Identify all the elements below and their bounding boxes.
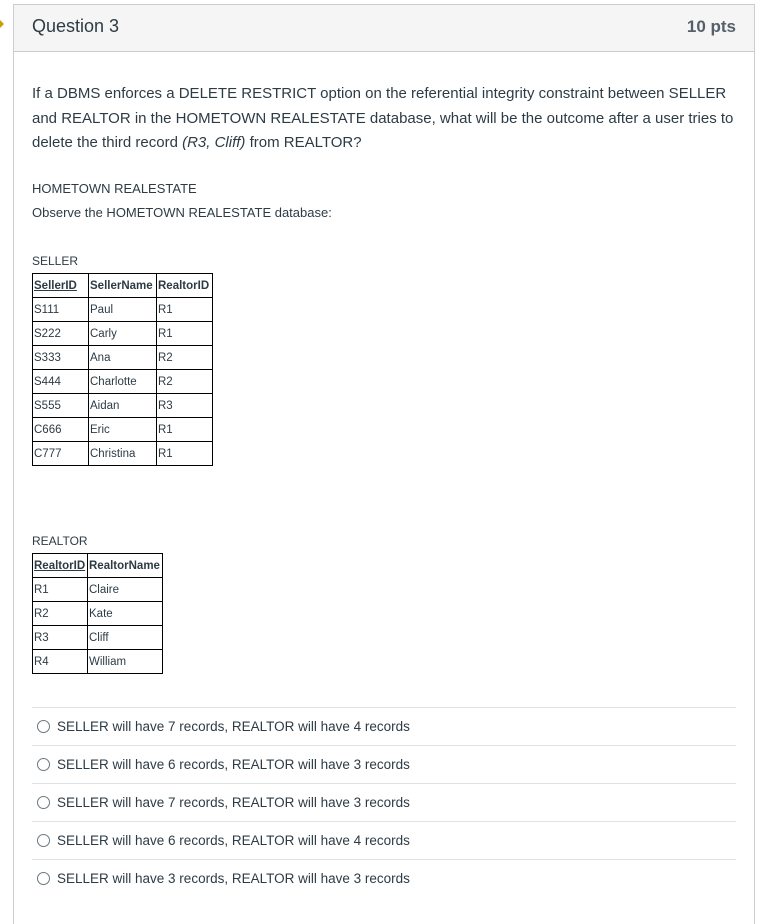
seller-cell: Charlotte bbox=[89, 370, 157, 394]
answer-option-2[interactable] bbox=[32, 745, 736, 783]
radio-button[interactable] bbox=[37, 834, 50, 847]
realtor-cell: Cliff bbox=[88, 626, 163, 650]
seller-cell: C666 bbox=[33, 418, 89, 442]
database-title: HOMETOWN REALESTATE bbox=[32, 181, 197, 196]
seller-header-row bbox=[33, 274, 213, 298]
realtor-row bbox=[33, 626, 163, 650]
seller-table-label: SELLER bbox=[32, 254, 79, 268]
seller-row bbox=[33, 298, 213, 322]
seller-cell: R1 bbox=[157, 418, 213, 442]
realtor-row bbox=[33, 578, 163, 602]
seller-cell: S222 bbox=[33, 322, 89, 346]
answer-option-5[interactable] bbox=[32, 859, 736, 897]
database-subtitle: Observe the HOMETOWN REALESTATE database: bbox=[32, 205, 332, 220]
seller-table bbox=[32, 273, 213, 466]
realtor-column-header: RealtorID bbox=[33, 554, 88, 578]
radio-button[interactable] bbox=[37, 796, 50, 809]
seller-cell: Ana bbox=[89, 346, 157, 370]
question-points: 10 pts bbox=[686, 17, 736, 36]
seller-column-header: RealtorID bbox=[157, 274, 213, 298]
realtor-cell: R4 bbox=[33, 650, 88, 674]
realtor-cell: Claire bbox=[88, 578, 163, 602]
question-card bbox=[13, 4, 755, 924]
realtor-cell: William bbox=[88, 650, 163, 674]
seller-cell: S333 bbox=[33, 346, 89, 370]
realtor-row bbox=[33, 602, 163, 626]
seller-row bbox=[33, 322, 213, 346]
radio-button[interactable] bbox=[37, 720, 50, 733]
seller-cell: Eric bbox=[89, 418, 157, 442]
prompt-text-2: from REALTOR? bbox=[245, 134, 362, 151]
answer-options bbox=[32, 707, 736, 897]
answer-label: SELLER will have 6 records, REALTOR will have 3 records bbox=[57, 757, 410, 772]
realtor-cell: R2 bbox=[33, 602, 88, 626]
realtor-column-header: RealtorName bbox=[88, 554, 163, 578]
question-header bbox=[14, 5, 754, 52]
seller-cell: R2 bbox=[157, 346, 213, 370]
realtor-cell: Kate bbox=[88, 602, 163, 626]
seller-cell: R1 bbox=[157, 442, 213, 466]
realtor-table bbox=[32, 553, 163, 674]
answer-option-1[interactable] bbox=[32, 707, 736, 745]
answer-label: SELLER will have 7 records, REALTOR will have 4 records bbox=[57, 719, 410, 734]
seller-cell: R1 bbox=[157, 298, 213, 322]
seller-cell: C777 bbox=[33, 442, 89, 466]
seller-row bbox=[33, 346, 213, 370]
seller-column-header: SellerName bbox=[89, 274, 157, 298]
seller-row bbox=[33, 394, 213, 418]
prompt-emphasis: (R3, Cliff) bbox=[182, 134, 246, 151]
realtor-table-label: REALTOR bbox=[32, 534, 88, 548]
seller-cell: R1 bbox=[157, 322, 213, 346]
question-prompt bbox=[32, 82, 744, 156]
seller-column-header: SellerID bbox=[33, 274, 89, 298]
seller-cell: S111 bbox=[33, 298, 89, 322]
seller-cell: S555 bbox=[33, 394, 89, 418]
seller-cell: Paul bbox=[89, 298, 157, 322]
realtor-cell: R1 bbox=[33, 578, 88, 602]
realtor-header-row bbox=[33, 554, 163, 578]
answer-option-3[interactable] bbox=[32, 783, 736, 821]
seller-cell: Aidan bbox=[89, 394, 157, 418]
question-title: Question 3 bbox=[32, 16, 120, 36]
seller-cell: S444 bbox=[33, 370, 89, 394]
seller-row bbox=[33, 370, 213, 394]
seller-row bbox=[33, 418, 213, 442]
realtor-row bbox=[33, 650, 163, 674]
realtor-cell: R3 bbox=[33, 626, 88, 650]
seller-row bbox=[33, 442, 213, 466]
answer-option-4[interactable] bbox=[32, 821, 736, 859]
seller-cell: R3 bbox=[157, 394, 213, 418]
radio-button[interactable] bbox=[37, 872, 50, 885]
answer-label: SELLER will have 3 records, REALTOR will have 3 records bbox=[57, 871, 410, 886]
answer-label: SELLER will have 7 records, REALTOR will have 3 records bbox=[57, 795, 410, 810]
answer-label: SELLER will have 6 records, REALTOR will have 4 records bbox=[57, 833, 410, 848]
seller-cell: Christina bbox=[89, 442, 157, 466]
current-question-marker-icon bbox=[0, 20, 4, 28]
prompt-text-1: If a DBMS enforces a DELETE RESTRICT option on the referential integrity constraint between SELLER and REALTOR in the HOMETOWN REALESTATE database, what will be the outcome after a user tries to delete the third record bbox=[32, 85, 734, 151]
radio-button[interactable] bbox=[37, 758, 50, 771]
seller-cell: Carly bbox=[89, 322, 157, 346]
seller-cell: R2 bbox=[157, 370, 213, 394]
